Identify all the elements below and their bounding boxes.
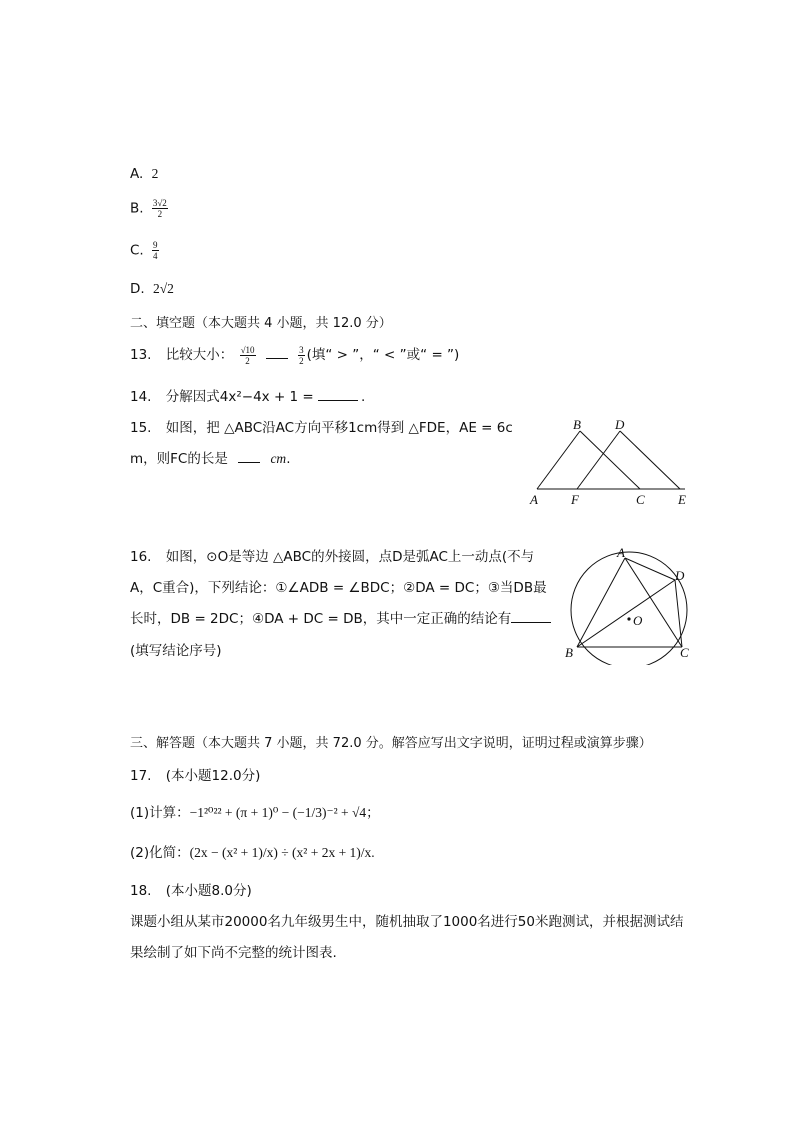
segment-ab — [537, 431, 580, 489]
numerator: √10 — [240, 344, 255, 355]
unit: cm — [270, 451, 287, 466]
question-15-line1 — [130, 416, 513, 436]
option-value: 2√2 — [152, 281, 174, 296]
math-expression: (2x − (x² + 1)/x) ÷ (x² + 2x + 1)/x. — [189, 845, 375, 860]
label-f: F — [571, 492, 579, 507]
answer-blank[interactable] — [266, 358, 288, 359]
question-text: m，则FC的长是 — [130, 451, 228, 467]
question-text: A，C重合)，下列结论：①∠ADB = ∠BDC；②DA = DC；③当DB最 — [130, 580, 547, 596]
question-end: . — [286, 451, 291, 467]
part-lead: (1)计算： — [130, 805, 190, 821]
question-end: . — [361, 389, 366, 405]
part-lead: (2)化简： — [130, 845, 190, 861]
option-letter: B. — [130, 200, 144, 217]
label-o: O — [633, 613, 643, 628]
segment-fd — [577, 431, 620, 489]
fraction — [152, 198, 168, 219]
label-e: E — [678, 492, 686, 507]
numerator: 3√2 — [152, 198, 167, 208]
question-points: (本小题12.0分) — [165, 768, 261, 784]
option-b — [130, 198, 170, 219]
question-text: 比较大小： — [165, 347, 234, 363]
option-letter: A. — [130, 166, 144, 182]
section-heading: 三、解答题（本大题共 7 小题，共 72.0 分。解答应写出文字说明，证明过程或演算步骤） — [130, 736, 652, 751]
fraction — [152, 240, 159, 261]
segment-bc — [580, 431, 640, 489]
question-15-line2 — [130, 447, 290, 467]
question-17-title — [130, 764, 260, 784]
question-16-line3 — [130, 607, 551, 627]
question-16-line2 — [130, 576, 547, 596]
label-d: D — [675, 568, 685, 583]
option-letter: C. — [130, 242, 144, 259]
fraction-1 — [240, 345, 256, 366]
center-point — [627, 617, 630, 620]
option-letter: D. — [130, 281, 145, 297]
label-c: C — [680, 645, 689, 660]
label-b: B — [573, 417, 581, 432]
answer-blank[interactable] — [238, 462, 260, 463]
math-expression: −1²⁰²² + (π + 1)⁰ − (−1/3)⁻² + √4； — [189, 805, 380, 820]
label-a: A — [530, 492, 538, 507]
fraction-2 — [298, 345, 305, 366]
figure-16-circle — [560, 545, 700, 665]
option-a — [130, 166, 158, 182]
answer-blank[interactable] — [318, 400, 358, 401]
label-d: D — [615, 417, 625, 432]
question-14 — [130, 385, 365, 405]
denominator: 4 — [153, 251, 158, 261]
question-number: 13. — [130, 347, 152, 363]
question-18-text-line1: 课题小组从某市20000名九年级男生中，随机抽取了1000名进行50米跑测试，并根据测试结 — [130, 914, 684, 930]
option-value: 2 — [151, 166, 159, 181]
question-18-text-line2: 果绘制了如下尚不完整的统计图表. — [130, 945, 337, 961]
figure-15-translation — [525, 415, 700, 510]
question-number: 14. — [130, 389, 152, 405]
numerator: 9 — [153, 240, 158, 250]
section-heading: 二、填空题（本大题共 4 小题，共 12.0 分） — [130, 316, 392, 331]
segment-ab — [577, 558, 625, 647]
question-13 — [130, 343, 459, 366]
denominator: 2 — [299, 355, 304, 366]
question-text: 长时，DB = 2DC；④DA + DC = DB，其中一定正确的结论有 — [130, 611, 512, 627]
segment-de — [620, 431, 680, 489]
question-text-tail: (填“ > ”，“ < ”或“ = ”) — [306, 347, 460, 363]
circumcircle — [571, 552, 687, 665]
question-number: 16. — [130, 549, 152, 565]
question-number: 15. — [130, 420, 152, 436]
question-18-title — [130, 879, 252, 899]
question-16-line4 — [130, 639, 222, 659]
question-text: 如图，⊙O是等边 △ABC的外接圆，点D是弧AC上一动点(不与 — [165, 549, 535, 565]
denominator: 2 — [245, 355, 250, 366]
option-d — [130, 281, 174, 297]
answer-blank[interactable] — [511, 622, 551, 623]
question-text: 如图，把 △ABC沿AC方向平移1cm得到 △FDE，AE = 6c — [165, 420, 513, 436]
question-text: 分解因式4x²−4x + 1 = — [165, 389, 319, 405]
question-number: 17. — [130, 768, 152, 784]
option-c — [130, 240, 161, 261]
segment-ca — [625, 558, 682, 647]
label-c: C — [636, 492, 645, 507]
question-text: (填写结论序号) — [130, 643, 222, 659]
label-b: B — [565, 645, 573, 660]
denominator: 2 — [157, 209, 163, 219]
question-17-part2 — [130, 841, 375, 861]
question-17-part1 — [130, 801, 380, 821]
label-a: A — [617, 545, 625, 560]
question-number: 18. — [130, 883, 152, 899]
question-16-line1 — [130, 545, 534, 565]
numerator: 3 — [299, 344, 304, 355]
question-points: (本小题8.0分) — [165, 883, 252, 899]
